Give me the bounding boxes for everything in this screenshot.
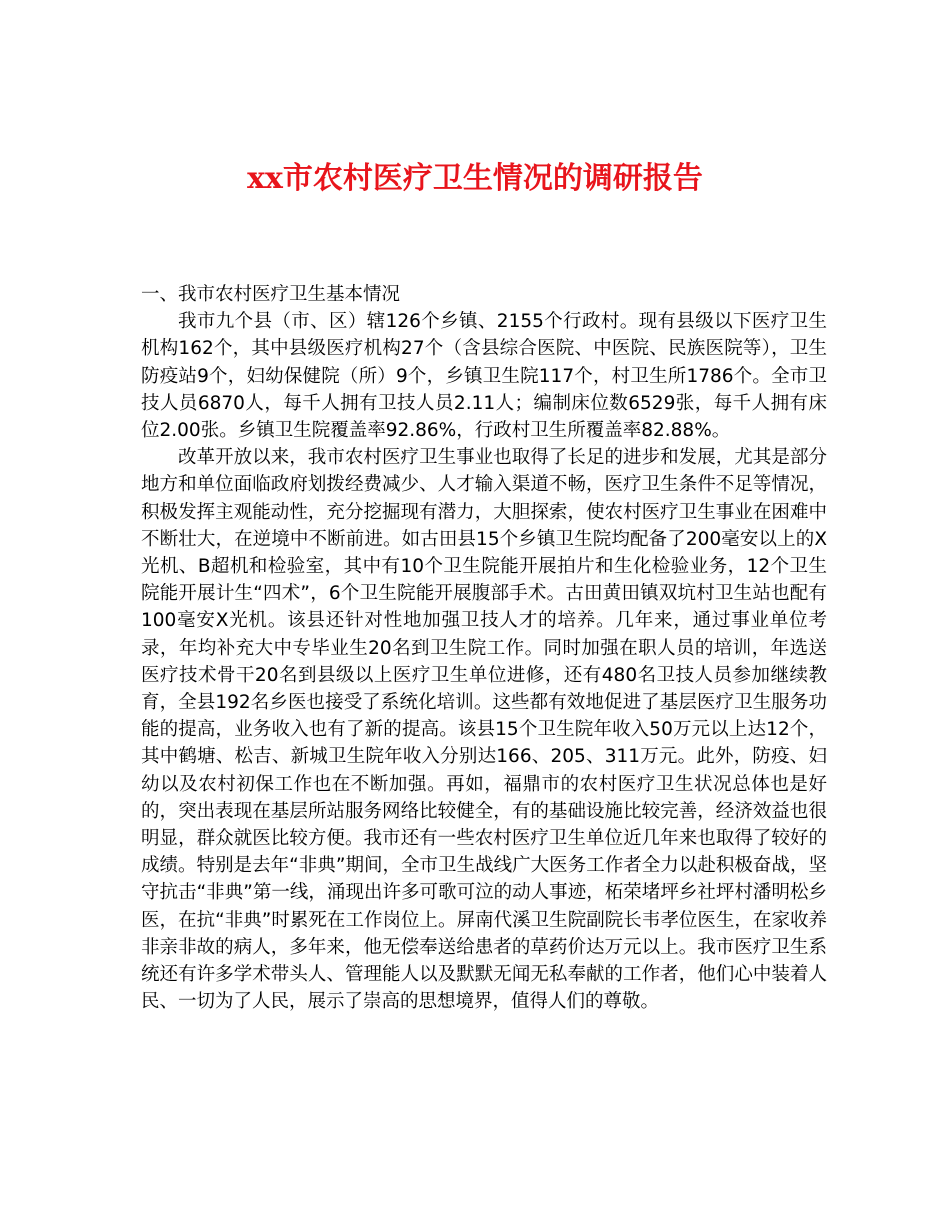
document-title: xx市农村医疗卫生情况的调研报告 bbox=[247, 161, 703, 196]
section-heading: 一、我市农村医疗卫生基本情况 bbox=[141, 284, 401, 305]
body-paragraph-progress: 改革开放以来，我市农村医疗卫生事业也取得了长足的进步和发展，尤其是部分地方和单位面临政府划拨经费减少、人才输入渠道不畅，医疗卫生条件不足等情况，积极发挥主观能动性，充分挖掘现有潜力，大胆探索，使农村医疗卫生事业在困难中不断壮大，在逆境中不断前进。如古田县15个乡镇卫生院均配备了200毫安以上的X光机、B超机和检验室，其中有10个卫生院能开展拍片和生化检验业务，12个卫生院能开展计生“四术”，6个卫生院能开展腹部手术。古田黄田镇双坑村卫生站也配有100毫安X光机。该县还针对性地加强卫技人才的培养。几年来，通过事业单位考录，年均补充大中专毕业生20名到卫生院工作。同时加强在职人员的培训，年选送医疗技术骨干20名到县级以上医疗卫生单位进修，还有480名卫技人员参加继续教育，全县192名乡医也接受了系统化培训。这些都有效地促进了基层医疗卫生服务功能的提高，业务收入也有了新的提高。该县15个卫生院年收入50万元以上达12个，其中鹤塘、松吉、新城卫生院年收入分别达166、205、311万元。此外，防疫、妇幼以及农村初保工作也在不断加强。再如，福鼎市的农村医疗卫生状况总体也是好的，突出表现在基层所站服务网络比较健全，有的基础设施比较完善，经济效益也很明显，群众就医比较方便。我市还有一些农村医疗卫生单位近几年来也取得了较好的成绩。特别是去年“非典”期间，全市卫生战线广大医务工作者全力以赴积极奋战，坚守抗击“非典”第一线，涌现出许多可歌可泣的动人事迹，柘荣堵坪乡社坪村潘明松乡医，在抗“非典”时累死在工作岗位上。屏南代溪卫生院副院长韦孝位医生，在家收养非亲非故的病人，多年来，他无偿奉送给患者的草药价达万元以上。我市医疗卫生系统还有许多学术带头人、管理能人以及默默无闻无私奉献的工作者，他们心中装着人民、一切为了人民，展示了崇高的思想境界，值得人们的尊敬。 bbox=[141, 447, 827, 1013]
document-body bbox=[141, 281, 827, 1015]
body-paragraph-basic-stats: 我市九个县（市、区）辖126个乡镇、2155个行政村。现有县级以下医疗卫生机构162个，其中县级医疗机构27个（含县综合医院、中医院、民族医院等），卫生防疫站9个，妇幼保健院（所）9个，乡镇卫生院117个，村卫生所1786个。全市卫技人员6870人，每千人拥有卫技人员2.11人；编制床位数6529张，每千人拥有床位2.00张。乡镇卫生院覆盖率92.86%，行政村卫生所覆盖率82.88%。 bbox=[141, 311, 827, 442]
